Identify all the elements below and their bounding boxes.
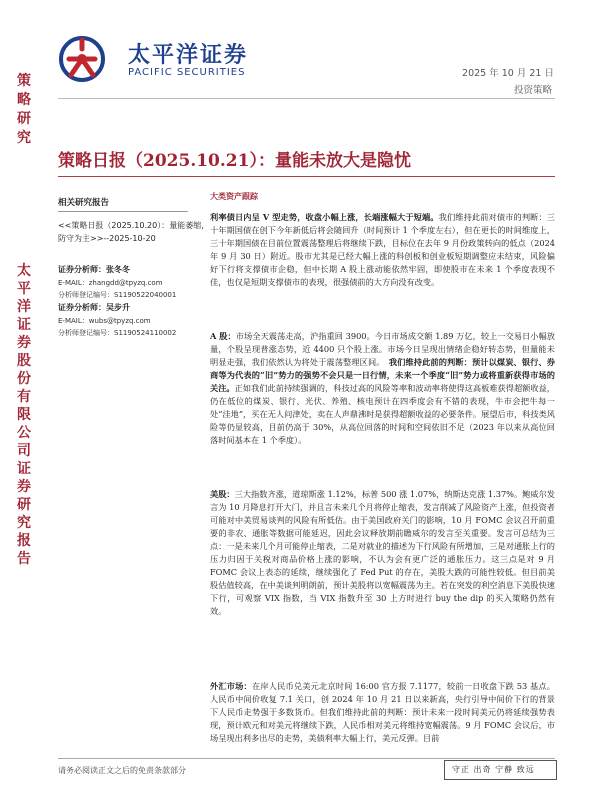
brand-name-cn: 太平洋证券	[128, 43, 249, 68]
analyst-1-registration: 分析师登记编号：S1190522040001	[58, 291, 177, 299]
company-motto: 守正 出奇 宁静 致远	[452, 765, 535, 774]
vertical-label-short-char: 略	[17, 92, 31, 108]
vertical-label-long-char: 股	[17, 353, 31, 369]
page-title: 策略日报（2025.10.21）：量能未放大是隐忧	[58, 151, 411, 171]
analyst-2-name: 证券分析师：吴步升	[58, 303, 130, 312]
related-report-link[interactable]: <<策略日报（2025.10.20）：量能萎缩，防守为主>>--2025-10-20	[58, 221, 210, 243]
vertical-label-long-char: 证	[17, 317, 31, 333]
a-shares-lead: 我们维持此前的判断：预计以煤炭、银行、券商等为代表的“旧”势力的强势不会只是一日行情，未来一个季度“旧”势力或将重新获得市场的关注。	[210, 357, 555, 393]
title-divider	[58, 176, 555, 177]
disclaimer-notice: 请务必阅读正文之后的免责条款部分	[58, 766, 186, 775]
vertical-label-long-char: 究	[17, 515, 31, 531]
forex-body: 在岸人民币兑美元北京时间 16:00 官方报 7.1177，较前一日收盘下跌 53 基点。人民币中间价收复 7.1 关口，创 2024 年 10 月 21 日以来新高，央行引导中间价下行的背景下人民币走势强于多数货币。但我们维持此前的判断：预计未来一段时间美元仍将延续强势表现，预计欧元和对美元将继续下跌，人民币相对美元将维持宽幅震荡。9 月 FOMC 会议后，市场呈现出利多出尽的走势，美债利率大幅上行，美元反弹。目前	[210, 681, 555, 743]
vertical-label-long-char: 券	[17, 335, 31, 351]
vertical-label-long-char: 有	[17, 389, 31, 405]
vertical-label-short-char: 究	[17, 130, 31, 146]
vertical-label-long-char: 证	[17, 461, 31, 477]
vertical-label-long-char: 告	[17, 551, 31, 567]
vertical-label-short-char: 研	[17, 111, 31, 127]
analyst-1-email[interactable]: E-MAIL：zhangdd@tpyzq.com	[58, 279, 163, 287]
vertical-label-long-char: 太	[17, 263, 31, 279]
paragraph-a-shares	[210, 330, 555, 447]
bonds-body: 我们维持此前对债市的判断：三十年期国债在创下今年新低后将会随回升（时间预计 1 个季度左右），但在更长的时间维度上，三十年期国债在目前位置震荡整理后将继续下跌，目标位在去年 9 月份政策转向的低点（2024 年 9 月 30 日）附近。股市尤其是已经大幅上涨的科创板和创业板短期调整应未结束，风险偏好下行将支撑债市企稳，但中长期 A 股上涨动能依然牢固，即使股市在未来 1 个季度表现不佳，也仅是短期支撑债市的表现，很强债前的大方向没有改变。	[210, 212, 555, 287]
a-shares-label: A 股：	[210, 331, 236, 341]
bonds-lead: 利率债日内呈 V 型走势，收盘小幅上涨，长端涨幅大于短端。	[210, 212, 439, 222]
a-shares-text-b: 正如我们此前持续强调的，科技过高的风险等率和波动率将使得这高板难获得超额收益，仍在低位的煤炭、银行、光伏、养殖、核电预计在四季度会有不错的表现，牛市会把牛每一处“洼地”，买在无人问津处，卖在人声鼎沸时是获得超额收益的必要条件。展望后市，科技类风险等仍显较高，目前仍高于 30%，从高位回落的时间和空间依旧不足（2023 年以来从高位回落时间基本在 1 个季度）。	[210, 383, 555, 445]
vertical-label-long-char: 研	[17, 497, 31, 513]
vertical-label-long-char: 司	[17, 443, 31, 459]
vertical-label-company-report	[14, 262, 34, 568]
vertical-label-short-char: 策	[17, 73, 31, 89]
section-tag: 大类资产跟踪	[210, 191, 258, 201]
paragraph-forex	[210, 680, 555, 745]
vertical-label-long-char: 份	[17, 371, 31, 387]
analyst-1-name: 证券分析师：张冬冬	[58, 265, 130, 274]
analyst-2-email[interactable]: E-MAIL：wubs@tpyzq.com	[58, 317, 151, 325]
header-divider	[58, 98, 555, 99]
report-date: 2025 年 10 月 21 日	[462, 68, 554, 79]
vertical-label-long-char: 洋	[17, 299, 31, 315]
related-reports-heading: 相关研究报告	[58, 198, 110, 208]
pacific-securities-logo-icon	[57, 35, 107, 83]
vertical-label-strategy-research	[14, 72, 34, 148]
forex-label: 外汇市场：	[210, 681, 252, 691]
us-stocks-label: 美股：	[210, 489, 235, 499]
brand-name-en: PACIFIC SECURITIES	[128, 67, 246, 78]
vertical-label-long-char: 公	[17, 425, 31, 441]
vertical-label-long-char: 报	[17, 533, 31, 549]
sidebar-divider	[58, 211, 188, 212]
us-stocks-body: 三大指数齐涨，道琼斯涨 1.12%，标普 500 涨 1.07%，纳斯达克涨 1.37%。鲍威尔发言为 10 月降息打开大门，并且言未来几个月将停止缩表，发言削减了风险资产上涨，但投资者可能对中美贸易谈判的风险有所低估。由于美国政府关门的影响，10 月 FOMC 会议召开前重要的非农、通胀等数据可能延迟，因此会议释放期前瞻威尔的发言至关重要。发言可总结为三点：一是未来几个月可能停止缩表，二是对就业的描述为下行风险有所增加，三是对通胀上行的压力归因于关税对商品价格上涨的影响，不认为会有更广泛的通胀压力。这三点是对 9 月 FOMC 会议上表态的延续，继续强化了 Fed Put 的存在，美股大跌的可能性较低。但目前美股估值较高，在中美谈判明朗前，预计美股将以宽幅震荡为主。若在突发的利空消息下美股快速下行，可观察 VIX 指数，当 VIX 指数升至 30 上方时进行 buy the dip 的买入策略仍然有效。	[210, 489, 555, 616]
vertical-label-long-char: 平	[17, 281, 31, 297]
paragraph-us-stocks	[210, 488, 555, 618]
analyst-2-registration: 分析师登记编号：S1190524110002	[58, 329, 177, 337]
paragraph-bonds	[210, 211, 555, 289]
a-shares-text-a: 市场全天震荡走高，沪指重回 3900。今日市场成交额 1.89 万亿，较上一交易日小幅放量，个股呈现普涨态势，近 4400 只个股上涨。市场今日呈现出情绪企稳好转态势，但量能未明显走强，我们依然认为将处于震荡整理区间。	[210, 331, 555, 367]
footer-divider	[58, 758, 555, 759]
vertical-label-long-char: 限	[17, 407, 31, 423]
report-category: 投资策略	[513, 85, 552, 96]
vertical-label-long-char: 券	[17, 479, 31, 495]
